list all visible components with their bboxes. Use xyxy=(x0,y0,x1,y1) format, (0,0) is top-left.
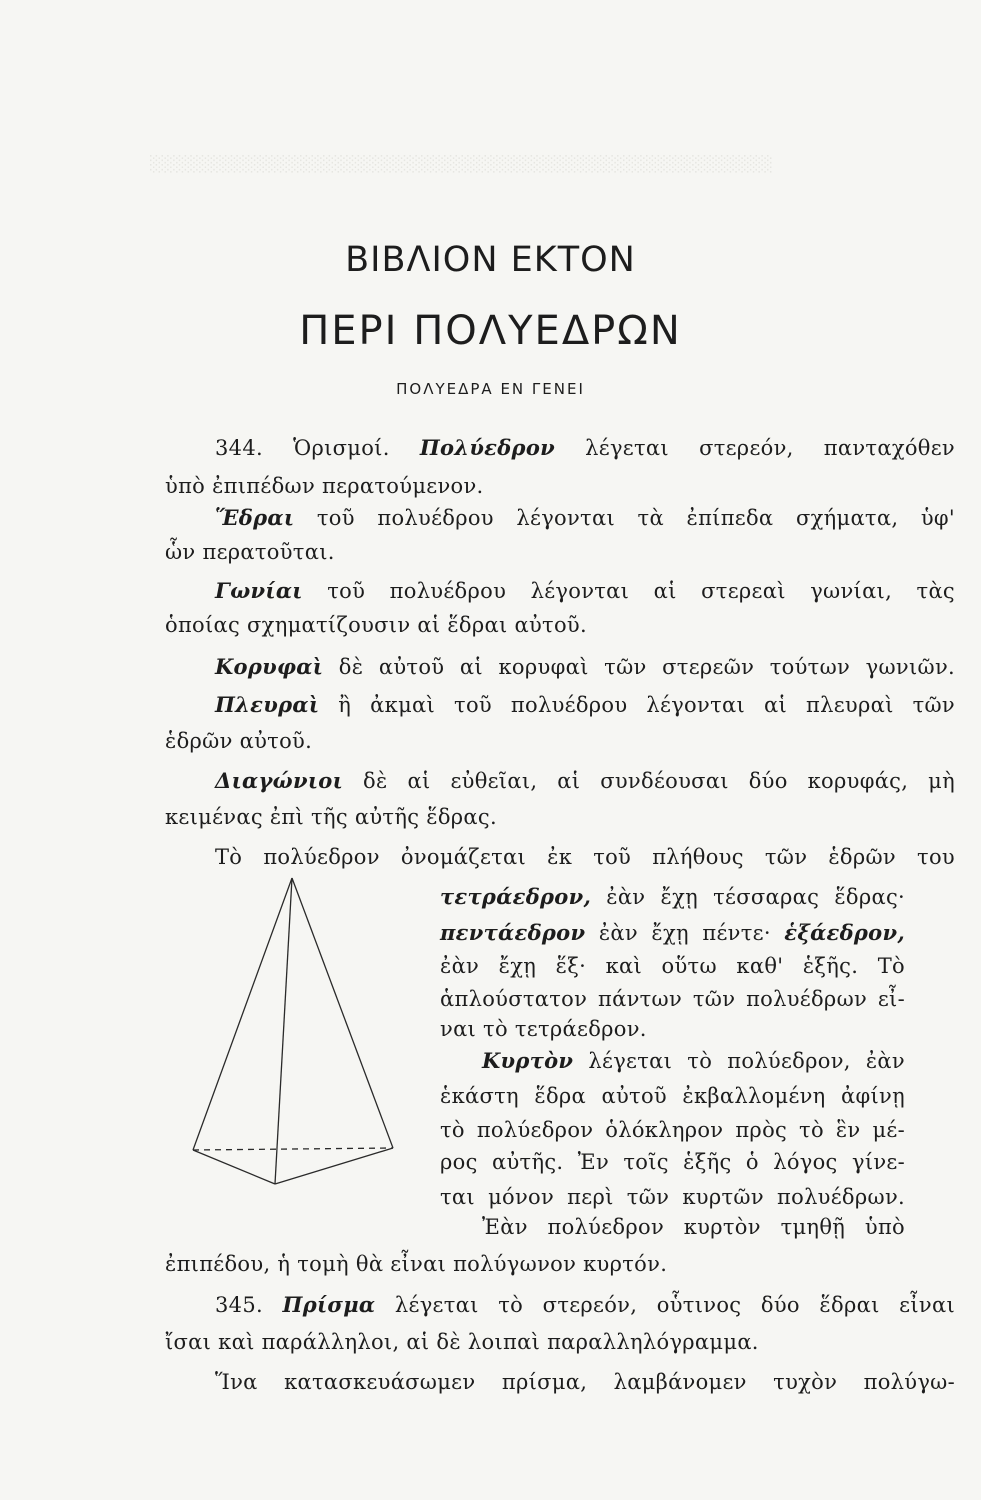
term-angles: Γωνίαι xyxy=(215,578,303,603)
naming-line-6: ναι τὸ τετράεδρον. xyxy=(440,1017,647,1041)
paragraph-number: 344. xyxy=(215,436,263,460)
angles-line-2: ὁποίας σχηματίζουσιν αἱ ἕδραι αὐτοῦ. xyxy=(165,613,587,637)
term-tetrahedron: τετράεδρον, xyxy=(440,884,592,909)
convex-line-7: ἐπιπέδου, ἡ τομὴ θὰ εἶναι πολύγωνον κυρτόν. xyxy=(165,1252,668,1276)
edge-right xyxy=(292,878,393,1148)
naming-line-2 xyxy=(440,884,905,909)
paragraph-345-line-3: Ἵνα κατασκευάσωμεν πρίσμα, λαμβάνομεν τυχὸν πολύγω- xyxy=(215,1370,955,1394)
convex-line-5: ται μόνον περὶ τῶν κυρτῶν πολυέδρων. xyxy=(440,1185,905,1209)
vertices-line xyxy=(215,654,955,679)
text-span: ἐὰν ἔχῃ τέσσαρας ἕδρας· xyxy=(606,885,905,909)
text-span: τοῦ πολυέδρου λέγονται αἱ στερεαὶ γωνίαι, τὰς xyxy=(327,579,955,603)
edge-left xyxy=(193,878,292,1150)
bleed-through-texture: ░░░░░░░░░░░░░░░░░░░░░░░░░░░░░░░░░░░░░░░░░░░░░░░░░░░░░░ xyxy=(150,155,773,173)
faces-line-2: ὧν περατοῦται. xyxy=(165,540,335,564)
edges-line-2: ἑδρῶν αὐτοῦ. xyxy=(165,729,313,753)
convex-line-6: Ἐὰν πολύεδρον κυρτὸν τμηθῇ ὑπὸ xyxy=(482,1215,905,1239)
text-span: ἢ ἀκμαὶ τοῦ πολυέδρου λέγονται αἱ πλευραὶ τῶν xyxy=(338,693,956,717)
convex-line-4: ρος αὐτῆς. Ἐν τοῖς ἑξῆς ὁ λόγος γίνε- xyxy=(440,1150,905,1174)
naming-line-4: ἐὰν ἔχῃ ἕξ· καὶ οὕτω καθ' ἑξῆς. Τὸ xyxy=(440,954,905,978)
paragraph-number: 345. xyxy=(215,1293,263,1317)
book-title: ΒΙΒΛΙΟΝ ΕΚΤΟΝ xyxy=(345,240,636,280)
convex-line-3: τὸ πολύεδρον ὁλόκληρον πρὸς τὸ ἓν μέ- xyxy=(440,1118,905,1142)
text-span: τοῦ πολυέδρου λέγονται τὰ ἐπίπεδα σχήματα, ὑφ' xyxy=(316,506,955,530)
edges-line-1 xyxy=(215,692,955,717)
tetrahedron-diagram-icon xyxy=(185,870,410,1190)
edge-hidden xyxy=(193,1148,393,1150)
text-span: λέγεται τὸ πολύεδρον, ἐὰν xyxy=(588,1049,905,1073)
edge-front xyxy=(275,878,292,1184)
term-convex: Κυρτὸν xyxy=(482,1048,574,1073)
term-vertices: Κορυφαὶ xyxy=(215,654,324,679)
term-faces: Ἕδραι xyxy=(215,505,295,530)
angles-line-1 xyxy=(215,578,955,603)
text-span: δὲ αὐτοῦ αἱ κορυφαὶ τῶν στερεῶν τούτων γωνιῶν. xyxy=(338,655,955,679)
term-diagonals: Διαγώνιοι xyxy=(215,768,344,793)
term-pentahedron: πεντάεδρον xyxy=(440,920,586,945)
convex-line-2: ἑκάστη ἕδρα αὐτοῦ ἐκβαλλομένη ἀφίνῃ xyxy=(440,1084,905,1108)
convex-line-1 xyxy=(482,1048,905,1073)
term-polyhedron: Πολύεδρον xyxy=(419,435,556,460)
chapter-title: ΠΕΡΙ ΠΟΛΥΕΔΡΩΝ xyxy=(299,308,682,354)
text-span: δὲ αἱ εὐθεῖαι, αἱ συνδέουσαι δύο κορυφάς, μὴ xyxy=(363,769,955,793)
diagonals-line-2: κειμένας ἐπὶ τῆς αὐτῆς ἕδρας. xyxy=(165,805,497,829)
term-edges: Πλευραὶ xyxy=(215,692,320,717)
diagonals-line-1 xyxy=(215,768,955,793)
section-title: ΠΟΛΥΕΔΡΑ ΕΝ ΓΕΝΕΙ xyxy=(396,380,585,398)
text-span: λέγεται στερεόν, πανταχόθεν xyxy=(585,436,955,460)
paragraph-345-line-2: ἴσαι καὶ παράλληλοι, αἱ δὲ λοιπαὶ παραλληλόγραμμα. xyxy=(165,1330,759,1354)
definitions-label: Ὁρισμοί. xyxy=(293,436,390,460)
edge-base-left xyxy=(193,1150,275,1184)
paragraph-344-line-1 xyxy=(215,435,955,460)
edge-base-right xyxy=(275,1148,393,1184)
paragraph-345-line-1 xyxy=(215,1292,955,1317)
term-hexahedron: ἑξάεδρον, xyxy=(784,920,905,945)
text-span: λέγεται τὸ στερεόν, οὗτινος δύο ἕδραι εἶναι xyxy=(394,1293,955,1317)
faces-line-1 xyxy=(215,505,955,530)
naming-line-5: ἁπλούστατον πάντων τῶν πολυέδρων εἶ- xyxy=(440,987,905,1011)
naming-line-3 xyxy=(440,920,905,945)
naming-line-1: Τὸ πολύεδρον ὀνομάζεται ἐκ τοῦ πλήθους τῶν ἑδρῶν του xyxy=(215,845,955,869)
text-span: ἐὰν ἔχῃ πέντε· xyxy=(598,921,771,945)
paragraph-344-line-2: ὑπὸ ἐπιπέδων περατούμενον. xyxy=(165,474,484,498)
term-prism: Πρίσμα xyxy=(282,1292,376,1317)
